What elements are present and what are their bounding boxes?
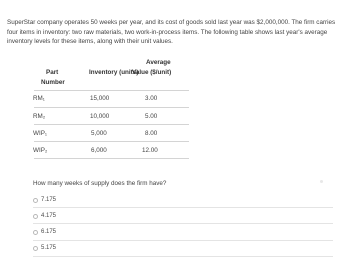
radio-button[interactable] (33, 230, 38, 235)
option-label: 7.175 (41, 197, 57, 203)
row-inventory: 5,000 (91, 130, 107, 137)
radio-button[interactable] (33, 198, 38, 203)
option-divider (33, 240, 333, 241)
option-divider (33, 207, 333, 208)
header-value: Value ($/unit) (132, 69, 172, 76)
question-text: How many weeks of supply does the firm have? (33, 180, 167, 187)
problem-statement: SuperStar company operates 50 weeks per year, and its cost of goods sold last year was $2,000,000. The firm carries four items in inventory: two raw materials, two work-in-process items. The following table shows last year's average inventory levels for these items, along with their unit values. (7, 19, 336, 46)
row-part: WIP₁ (33, 130, 48, 137)
row-inventory: 15,000 (90, 95, 110, 102)
option-label: 6.175 (41, 229, 57, 235)
radio-button[interactable] (33, 214, 38, 219)
row-part: WIP₂ (33, 147, 48, 154)
table-divider (34, 141, 189, 142)
table-divider (34, 158, 189, 159)
option-label: 5.175 (41, 245, 57, 251)
answer-option-1[interactable] (33, 195, 56, 205)
table-divider (34, 90, 189, 91)
table-divider (34, 107, 189, 108)
answer-option-4[interactable] (33, 243, 56, 253)
header-average: Average (146, 59, 171, 66)
answer-option-3[interactable] (33, 227, 56, 237)
row-part: RM₂ (33, 113, 46, 120)
row-inventory: 6,000 (91, 147, 107, 154)
header-number: Number (41, 79, 65, 86)
option-divider (33, 256, 333, 257)
answer-option-2[interactable] (33, 211, 56, 221)
table-divider (34, 124, 189, 125)
row-value: 3.00 (145, 95, 158, 102)
header-part: Part (46, 69, 59, 76)
option-divider (33, 223, 333, 224)
row-value: 5.00 (145, 113, 158, 120)
option-label: 4.175 (41, 213, 57, 219)
radio-button[interactable] (33, 246, 38, 251)
row-part: RM₁ (33, 95, 45, 102)
scroll-indicator (320, 180, 323, 183)
row-inventory: 10,000 (90, 113, 110, 120)
header-inventory: Inventory (units) (89, 69, 139, 76)
row-value: 12.00 (142, 147, 158, 154)
row-value: 8.00 (145, 130, 158, 137)
